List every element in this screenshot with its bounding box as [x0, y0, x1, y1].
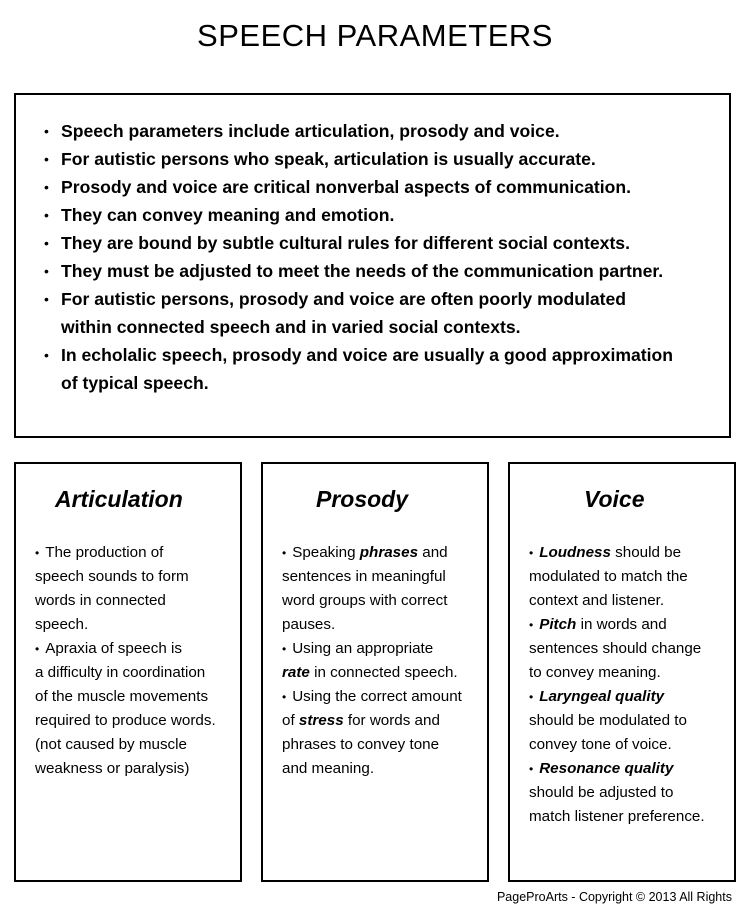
- summary-box: [14, 93, 731, 438]
- card-line-text: required to produce words.: [35, 712, 216, 729]
- card-line-text: Apraxia of speech is: [45, 640, 182, 657]
- card-line: [35, 685, 234, 709]
- card-line-text: speech sounds to form: [35, 568, 189, 585]
- card-line: [282, 589, 481, 613]
- prosody-list: [282, 541, 481, 781]
- voice-list: [529, 541, 728, 829]
- card-line-text: phrases to convey tone: [282, 736, 440, 753]
- card-line: [282, 757, 481, 781]
- card-heading-prosody: Prosody: [316, 486, 409, 512]
- card-line: [529, 613, 728, 637]
- card-line: [282, 661, 481, 685]
- card-line-text: for words and: [343, 712, 440, 729]
- summary-item: • Prosody and voice are critical nonverbal aspects of communication.: [44, 173, 729, 201]
- summary-item: • For autistic persons, prosody and voice are often poorly modulated: [44, 285, 729, 313]
- summary-item: • For autistic persons who speak, articulation is usually accurate.: [44, 145, 729, 173]
- card-line-emphasis: Loudness: [539, 544, 611, 561]
- card-line: [529, 733, 728, 757]
- card-line: [35, 733, 234, 757]
- card-line-text: Using an appropriate: [292, 640, 434, 657]
- card-line: [529, 541, 728, 565]
- card-line-text: sentences in meaningful: [282, 568, 446, 585]
- card-line-text: speech.: [35, 616, 89, 633]
- summary-item: • They are bound by subtle cultural rules for different social contexts.: [44, 229, 729, 257]
- card-line: [282, 613, 481, 637]
- card-line: [35, 541, 234, 565]
- card-line-text: of the muscle movements: [35, 688, 209, 705]
- card-line: [282, 685, 481, 709]
- card-line: [35, 637, 234, 661]
- bullet-icon: •: [35, 642, 40, 656]
- card-line: [282, 733, 481, 757]
- card-line: [35, 661, 234, 685]
- card-line-text: words in connected: [35, 592, 166, 609]
- prosody-card: [261, 462, 489, 882]
- card-line-text: in words and: [576, 616, 667, 633]
- card-line: [35, 757, 234, 781]
- card-line-emphasis: Resonance quality: [539, 760, 674, 777]
- voice-card: [508, 462, 736, 882]
- card-heading-voice: Voice: [584, 486, 645, 512]
- summary-item-continuation: of typical speech.: [61, 373, 209, 393]
- card-heading-articulation: Articulation: [55, 486, 183, 512]
- page-title: SPEECH PARAMETERS: [197, 18, 553, 53]
- card-line-text: sentences should change: [529, 640, 702, 657]
- bullet-icon: •: [282, 690, 287, 704]
- summary-item-continuation: within connected speech and in varied social contexts.: [61, 317, 521, 337]
- card-line-text: and: [418, 544, 448, 561]
- card-line: [529, 757, 728, 781]
- bullet-icon: •: [282, 642, 287, 656]
- bullet-icon: •: [282, 546, 287, 560]
- card-line: [35, 709, 234, 733]
- copyright-footer: PageProArts - Copyright © 2013 All Rights: [496, 890, 732, 904]
- card-line-text: a difficulty in coordination: [35, 664, 206, 681]
- card-line: [529, 805, 728, 829]
- bullet-icon: •: [529, 690, 534, 704]
- card-line-text: convey tone of voice.: [529, 736, 672, 753]
- card-line: [529, 589, 728, 613]
- card-line-text: The production of: [45, 544, 164, 561]
- card-line-emphasis: stress: [298, 712, 344, 729]
- card-line-emphasis: Pitch: [539, 616, 577, 633]
- card-line: [282, 565, 481, 589]
- summary-item: • They can convey meaning and emotion.: [44, 201, 729, 229]
- card-line-text: should be: [610, 544, 682, 561]
- card-line-text: (not caused by muscle: [35, 736, 187, 753]
- card-line-emphasis: phrases: [359, 544, 419, 561]
- card-line-text: should be modulated to: [529, 712, 687, 729]
- summary-item: • They must be adjusted to meet the needs of the communication partner.: [44, 257, 729, 285]
- card-line: [529, 709, 728, 733]
- card-line: [529, 781, 728, 805]
- bullet-icon: •: [529, 546, 534, 560]
- card-line-emphasis: rate: [282, 664, 310, 681]
- card-line-text: weakness or paralysis): [35, 760, 190, 777]
- card-line-text: of: [282, 712, 299, 729]
- card-line: [35, 613, 234, 637]
- card-line-text: and meaning.: [282, 760, 375, 777]
- card-line: [282, 541, 481, 565]
- card-line-text: pauses.: [282, 616, 336, 633]
- articulation-card: [14, 462, 242, 882]
- card-line: [529, 661, 728, 685]
- card-line: [282, 709, 481, 733]
- card-line-text: Using the correct amount: [292, 688, 462, 705]
- card-line-text: Speaking: [292, 544, 360, 561]
- card-line-text: word groups with correct: [282, 592, 448, 609]
- card-line-text: modulated to match the: [529, 568, 688, 585]
- card-line-text: should be adjusted to: [529, 784, 674, 801]
- summary-item: • Speech parameters include articulation, prosody and voice.: [44, 117, 729, 145]
- card-line: [35, 565, 234, 589]
- card-line: [35, 589, 234, 613]
- card-line: [529, 565, 728, 589]
- card-line-text: to convey meaning.: [529, 664, 661, 681]
- card-line-text: context and listener.: [529, 592, 665, 609]
- card-line: [282, 637, 481, 661]
- card-line-text: match listener preference.: [529, 808, 705, 825]
- articulation-list: [35, 541, 234, 781]
- card-line: [529, 685, 728, 709]
- card-line-text: in connected speech.: [309, 664, 458, 681]
- bullet-icon: •: [35, 546, 40, 560]
- bullet-icon: •: [529, 762, 534, 776]
- bullet-icon: •: [529, 618, 534, 632]
- card-line: [529, 637, 728, 661]
- summary-item: • In echolalic speech, prosody and voice are usually a good approximation: [44, 341, 729, 369]
- summary-list: [16, 95, 729, 397]
- card-line-emphasis: Laryngeal quality: [539, 688, 665, 705]
